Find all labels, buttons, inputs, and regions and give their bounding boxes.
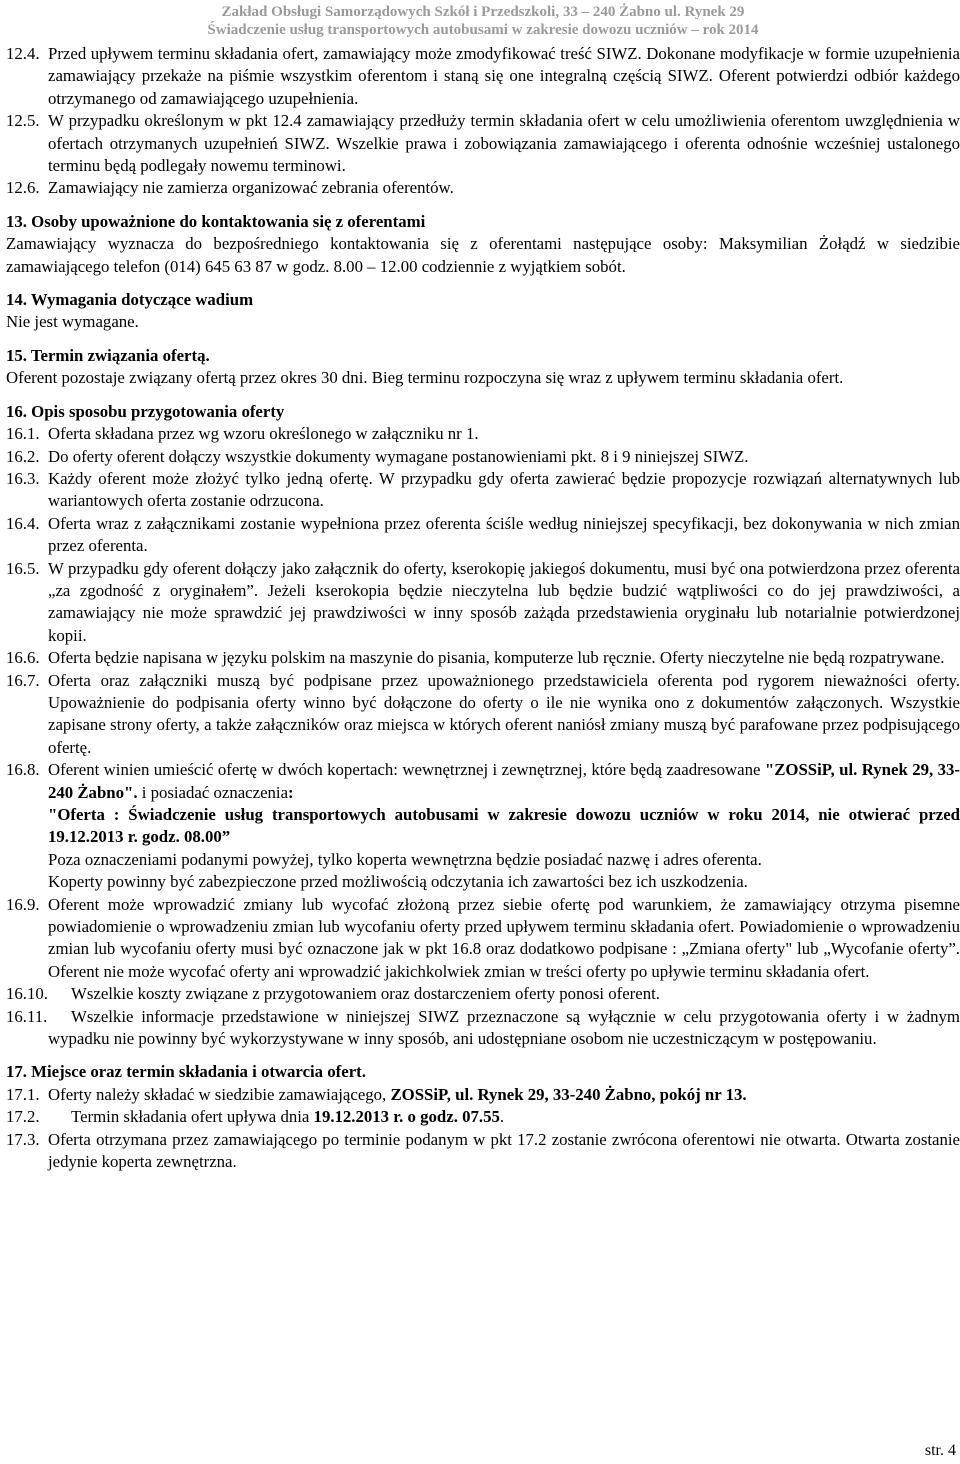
point-16-7 [6,670,960,760]
point-text: Oferta składana przez wg wzoru określonego w załączniku nr 1. [48,424,479,444]
section-17-title: 17. Miejsce oraz termin składania i otwarcia ofert. [6,1062,366,1082]
section-15-title: 15. Termin związania ofertą. [6,345,210,365]
point-16-6 [6,647,960,669]
point-17-2 [6,1106,960,1128]
point-text [71,1106,960,1128]
point-number: 16.2. [6,446,40,466]
submission-deadline: 19.12.2013 r. o godz. 07.55 [313,1107,500,1127]
point-16-5 [6,558,960,648]
point-number: 16.5. [6,558,40,578]
section-16-title: 16. Opis sposobu przygotowania oferty [6,401,285,421]
point-number: 16.8. [6,760,40,780]
point-17-3 [6,1129,960,1174]
section-14-title: 14. Wymagania dotyczące wadium [6,290,254,310]
point-number: 16.1. [6,424,40,444]
envelope-address: "ZOSSiP, ul. Rynek 29, 33-240 Żabno". [48,760,960,802]
point-text: Oferta wraz z załącznikami zostanie wypełniona przez oferenta ściśle według niniejszej specyfikacji, bez dokonywania w nich zmian przez oferenta. [48,513,960,556]
point-text: Wszelkie koszty związane z przygotowaniem oraz dostarczeniem oferty ponosi oferent. [71,984,660,1004]
point-text-part: Oferty należy składać w siedzibie zamawiającego, [48,1084,391,1104]
point-number: 17.1. [6,1084,40,1104]
document-page [6,0,960,1174]
point-number: 16.7. [6,670,40,690]
point-number: 17.2. [6,1107,40,1127]
point-number: 16.9. [6,894,40,914]
point-16-8 [6,759,960,804]
point-16-9 [6,894,960,984]
point-text: Przed upływem terminu składania ofert, zamawiający może zmodyfikować treść SIWZ. Dokonane modyfikacje w formie uzupełnienia zamawiający przekaże na piśmie wszystkim oferentom i staną się one integralną częścią SIWZ. Oferent potwierdzi odbiór każdego otrzymanego od zamawiającego uzupełnienia. [48,44,960,108]
point-number: 12.6. [6,178,40,198]
point-text: Każdy oferent może złożyć tylko jedną ofertę. W przypadku gdy oferta zawierać będzie propozycje rozwiązań alternatywnych lub wariantowych oferta zostanie odrzucona. [48,468,960,511]
point-number: 16.6. [6,648,40,668]
point-16-1 [6,423,960,445]
envelope-label [6,804,960,849]
point-text [48,1006,960,1051]
point-17-1 [6,1084,960,1106]
point-text-part: i posiadać oznaczenia [137,782,289,802]
point-number: 12.4. [6,44,40,63]
section-15-text: Oferent pozostaje związany ofertą przez okres 30 dni. Bieg terminu rozpoczyna się wraz z upływem terminu składania ofert. [6,368,844,388]
point-16-10 [6,983,960,1005]
point-16-8-note-1: Poza oznaczeniami podanymi powyżej, tylko koperta wewnętrzna będzie posiadać nazwę i adres oferenta. [48,849,762,869]
point-text: Oferta oraz załączniki muszą być podpisane przez upoważnionego przedstawiciela oferenta pod rygorem nieważności oferty. Upoważnienie do podpisania oferty winno być dołączone do oferty o ile nie wynika ono z dokumentów załączonych. Wszystkie zapisane strony oferty, a także załączników oraz miejsca w których oferent naniósł zmiany muszą być parafowane przez podpisującego ofertę. [48,670,960,757]
colon: : [288,782,294,802]
header-subject: Świadczenie usług transportowych autobusami w zakresie dowozu uczniów – rok 2014 [207,22,759,38]
point-number: 16.3. [6,468,40,488]
point-16-8-note-2: Koperty powinny być zabezpieczone przed możliwością odczytania ich zawartości bez ich uszkodzenia. [48,872,748,892]
point-text-part: Oferent winien umieścić ofertę w dwóch kopertach: wewnętrznej i zewnętrznej, które będą zaadresowane [48,760,765,780]
point-text: Zamawiający nie zamierza organizować zebrania oferentów. [48,178,454,198]
point-16-11 [6,1006,960,1051]
point-text-content: Wszelkie informacje przedstawione w niniejszej SIWZ przeznaczone są wyłącznie w celu przygotowania oferty i w żadnym wypadku nie powinny być wykorzystywane w inny sposób, ani udostępniane osobom nie uczestniczącym w postępowaniu. [48,1006,960,1049]
point-text: W przypadku gdy oferent dołączy jako załącznik do oferty, kserokopię jakiegoś dokumentu, musi być ona potwierdzona przez oferenta „za zgodność z oryginałem”. Jeżeli kserokopia będzie nieczytelna lub będzie budzić wątpliwości co do jej prawdziwości, a zamawiający nie może sprawdzić jej prawdziwości w inny sposób zażąda przedstawienia oryginału lub notarialnie potwierdzonej kopii. [48,558,960,645]
point-16-2 [6,446,960,468]
point-text [48,1084,960,1106]
point-16-3 [6,468,960,513]
point-text [48,759,960,804]
point-text-part: Termin składania ofert upływa dnia [71,1107,314,1127]
point-text: Do oferty oferent dołączy wszystkie dokumenty wymagane postanowieniami pkt. 8 i 9 niniejszej SIWZ. [48,446,749,466]
page-number: str. 4 [924,1442,956,1459]
point-text: Oferta będzie napisana w języku polskim na maszynie do pisania, komputerze lub ręcznie. Oferty nieczytelne nie będą rozpatrywane. [48,648,945,668]
header-institution: Zakład Obsługi Samorządowych Szkół i Przedszkoli, 33 – 240 Żabno ul. Rynek 29 [221,4,745,20]
point-text: W przypadku określonym w pkt 12.4 zamawiający przedłuży termin składania ofert w celu umożliwienia oferentom uwzględnienia w ofertach otrzymanych uzupełnień SIWZ. Wszelkie prawa i zobowiązania zamawiającego i oferenta odnośnie wcześniej ustalonego terminu będą podlegały nowemu terminowi. [48,111,960,176]
point-number: 17.3. [6,1129,40,1149]
point-12-6 [6,177,960,199]
point-text-part: . [499,1107,505,1127]
point-12-4 [6,43,960,110]
point-12-5 [6,110,960,177]
section-13-title: 13. Osoby upoważnione do kontaktowania się z oferentami [6,211,426,231]
point-16-4 [6,513,960,558]
section-13-text: Zamawiający wyznacza do bezpośredniego kontaktowania się z oferentami następujące osoby: Maksymilian Żołądź w siedzibie zamawiającego telefon (014) 645 63 87 w godz. 8.00 – 12.00 codziennie z wyjątkiem sobót. [6,234,960,276]
point-number: 16.10. [6,984,48,1004]
point-number: 16.4. [6,513,40,533]
envelope-label-text: "Oferta : Świadczenie usług transportowych autobusami w zakresie dowozu uczniów w roku 2014, nie otwierać przed 19.12.2013 r. godz. 08.00” [48,805,960,847]
point-number: 16.11. [6,1006,48,1026]
point-text: Oferent może wprowadzić zmiany lub wycofać złożoną przez siebie ofertę pod warunkiem, że zamawiający otrzyma pisemne powiadomienie o wprowadzeniu zmian lub wycofaniu oferty przed upływem terminu składania ofert. Powiadomienie o wprowadzeniu zmian lub wycofaniu oferty musi być oznaczone jak w pkt 16.8 oraz dodatkowo podpisane : „Zmiana oferty" lub „Wycofanie oferty”. Oferent nie może wycofać oferty ani wprowadzić jakichkolwiek zmian w treści oferty po upływie terminu składania ofert. [48,894,960,981]
section-14-text: Nie jest wymagane. [6,312,139,332]
point-text: Oferta otrzymana przez zamawiającego po terminie podanym w pkt 17.2 zostanie zwrócona oferentowi nie otwarta. Otwarta zostanie jedynie koperta zewnętrzna. [48,1129,960,1172]
page-header [6,0,960,43]
point-number: 12.5. [6,111,40,131]
submission-place: ZOSSiP, ul. Rynek 29, 33-240 Żabno, pokój nr 13. [390,1084,747,1104]
